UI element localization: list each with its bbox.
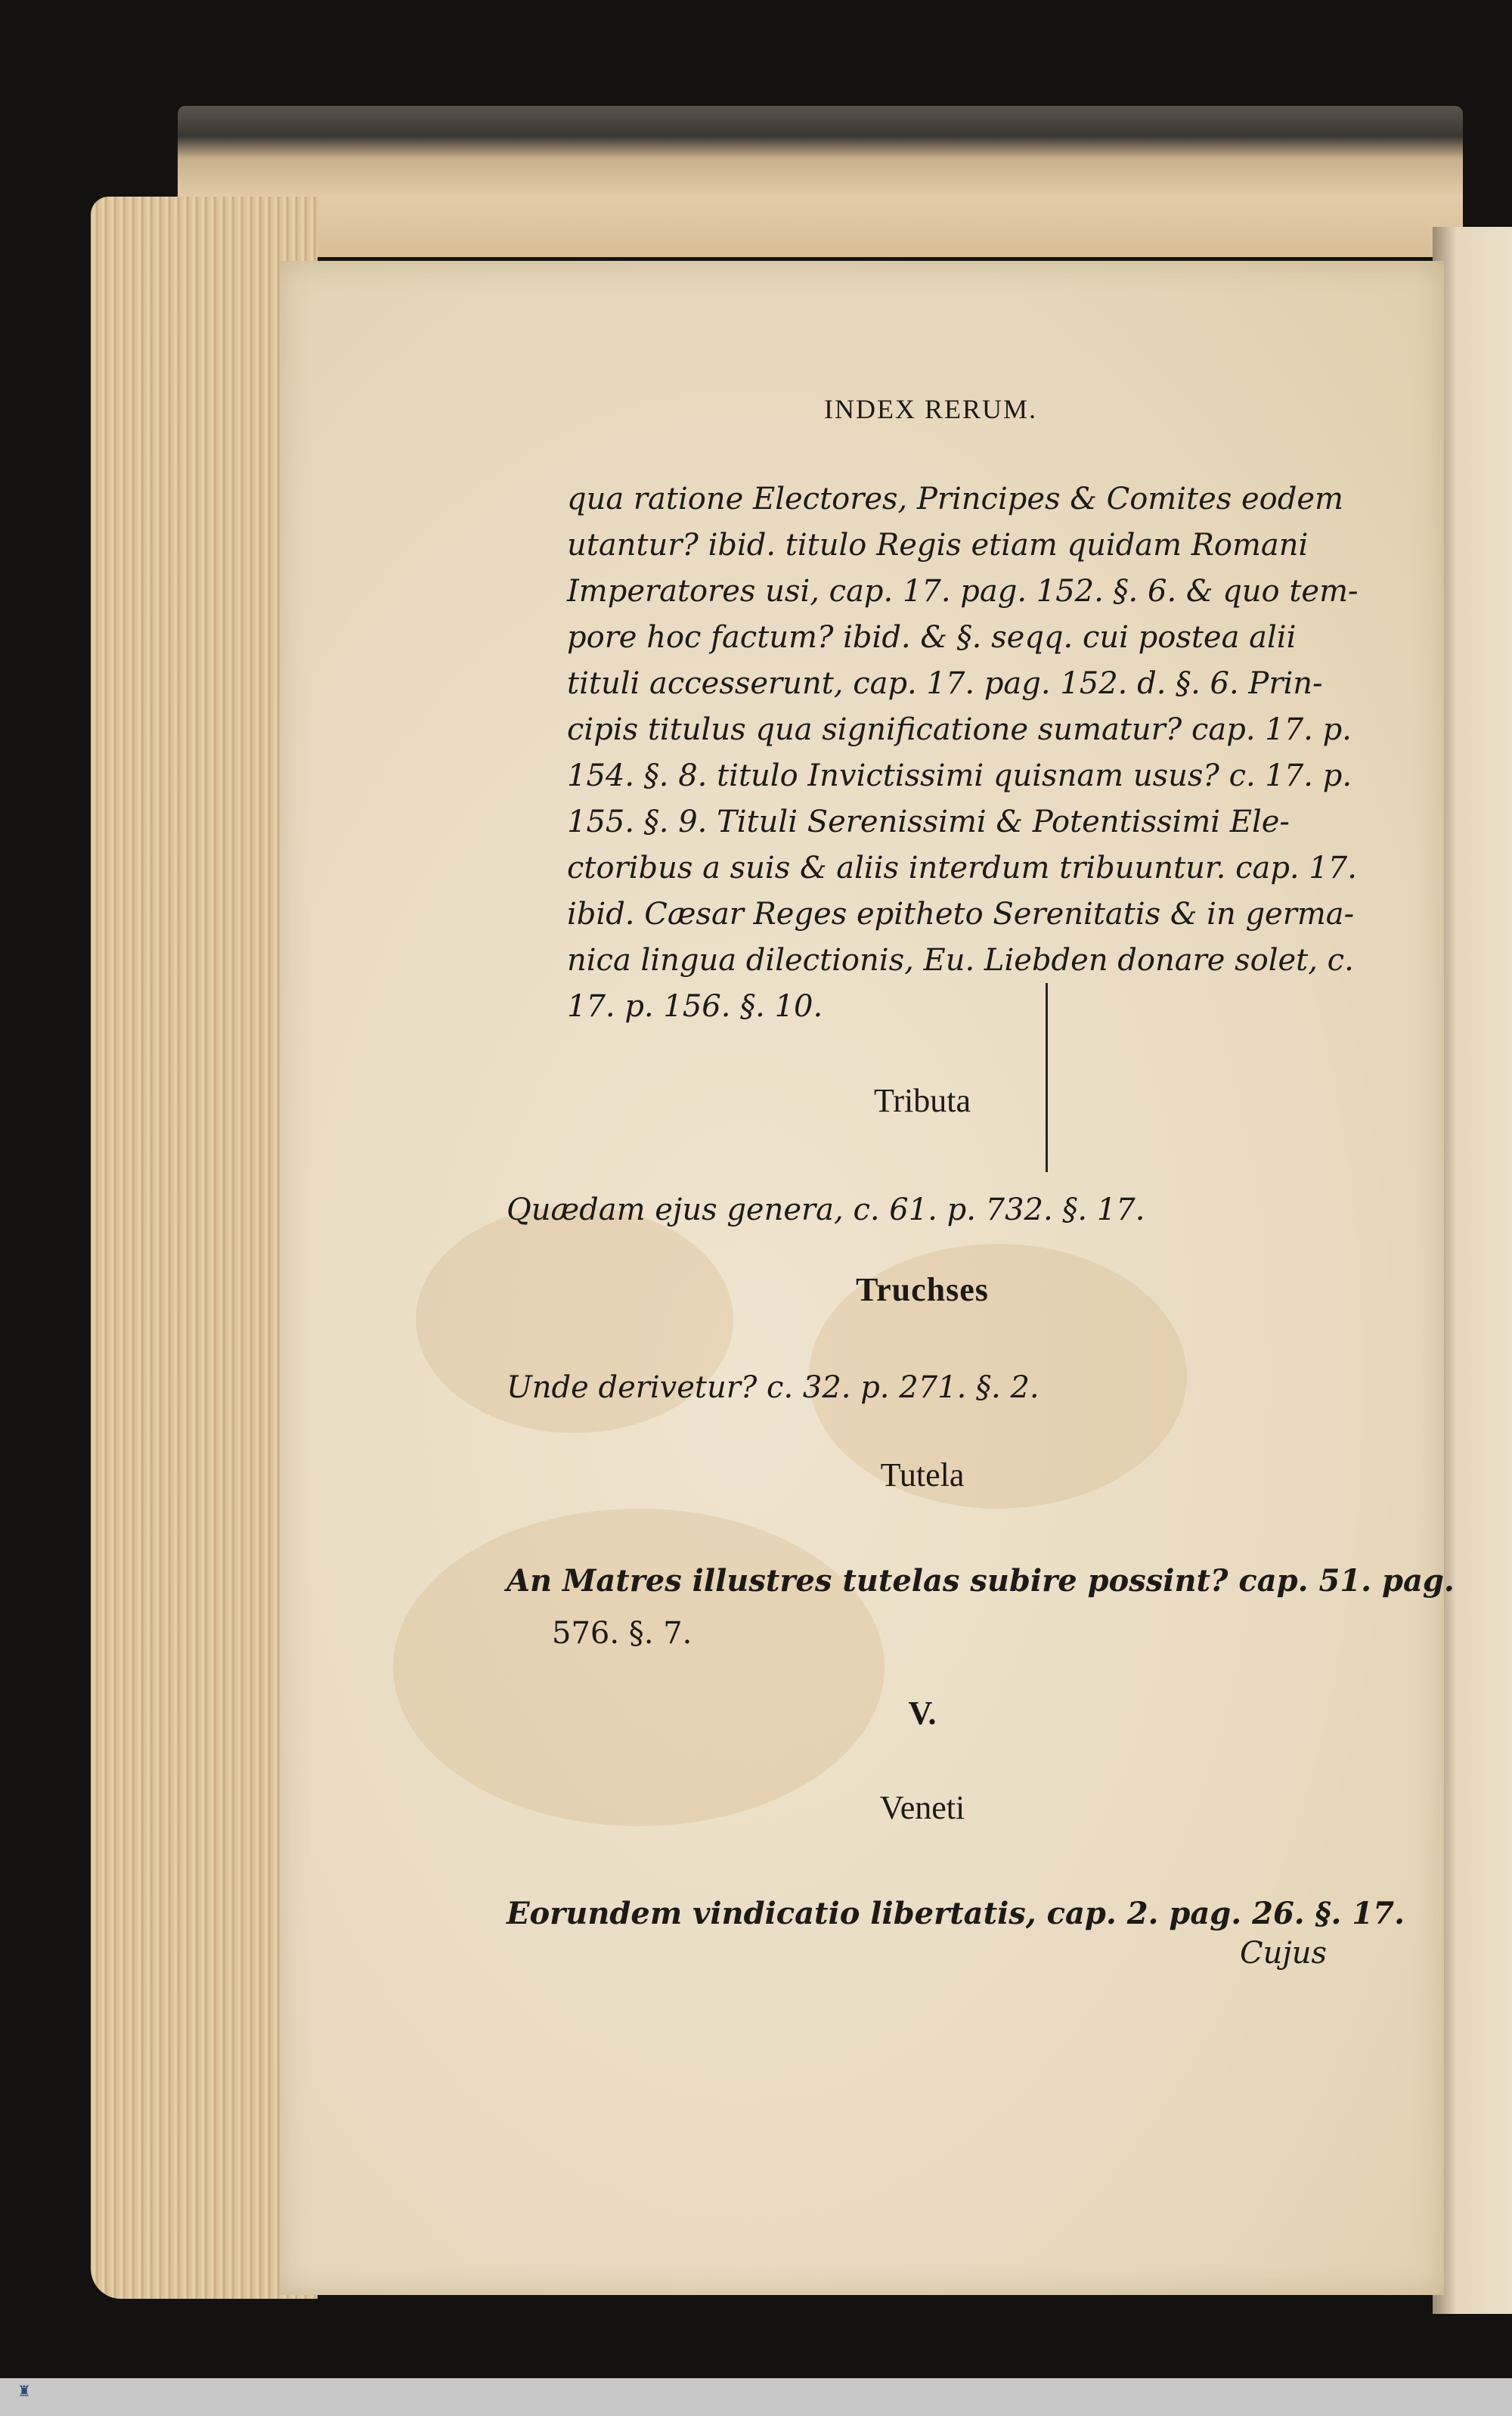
facing-page-edge — [1433, 227, 1512, 2314]
letter-heading-v: V. — [908, 1695, 937, 1732]
index-entry-line: 154. §. 8. titulo Invictissimi quisnam usus? c. 17. p. — [567, 758, 1352, 793]
index-entry-line: qua ratione Electores, Principes & Comites eodem — [567, 482, 1343, 516]
index-entry-line: 17. p. 156. §. 10. — [567, 989, 823, 1024]
running-head: INDEX RERUM. — [824, 394, 1037, 424]
index-entry-line: cipis titulus qua significatione sumatur? cap. 17. p. — [567, 712, 1352, 747]
index-entry-line: Imperatores usi, cap. 17. pag. 152. §. 6. & quo tem- — [567, 574, 1359, 609]
section-entry-tributa: Quædam ejus genera, c. 61. p. 732. §. 17. — [507, 1192, 1145, 1227]
section-entry-truchses: Unde derivetur? c. 32. p. 271. §. 2. — [507, 1370, 1040, 1405]
viewer-bottom-bar — [0, 2378, 1512, 2416]
index-entry-line: pore hoc factum? ibid. & §. seqq. cui postea alii — [567, 620, 1297, 655]
section-heading-truchses: Truchses — [856, 1271, 989, 1308]
printed-vertical-rule — [1046, 983, 1048, 1172]
index-entry-line: nica lingua dilectionis, Eu. Liebden donare solet, c. — [567, 943, 1354, 978]
section-entry-tutela: An Matres illustres tutelas subire possint? cap. 51. pag. — [507, 1563, 1455, 1599]
catchword: Cujus — [1240, 1936, 1328, 1971]
index-entry-line: ctoribus a suis & aliis interdum tribuuntur. cap. 17. — [567, 851, 1357, 885]
section-entry-tutela-cont: 576. §. 7. — [552, 1616, 692, 1651]
index-entry-line: tituli accesserunt, cap. 17. pag. 152. d. §. 6. Prin- — [567, 666, 1323, 701]
index-entry-line: 155. §. 9. Tituli Serenissimi & Potentissimi Ele- — [567, 805, 1290, 839]
section-heading-tutela: Tutela — [880, 1456, 965, 1493]
index-entry-line: utantur? ibid. titulo Regis etiam quidam Romani — [567, 528, 1309, 563]
paper-stain — [393, 1509, 885, 1826]
section-heading-tributa: Tributa — [874, 1082, 971, 1119]
library-logo-icon: ♜ — [17, 2382, 31, 2400]
section-entry-veneti: Eorundem vindicatio libertatis, cap. 2. pag. 26. §. 17. — [507, 1896, 1405, 1931]
index-entry-line: ibid. Cæsar Reges epitheto Serenitatis & in germa- — [567, 897, 1355, 932]
book-top-edge — [178, 106, 1463, 257]
section-heading-veneti: Veneti — [879, 1789, 965, 1826]
